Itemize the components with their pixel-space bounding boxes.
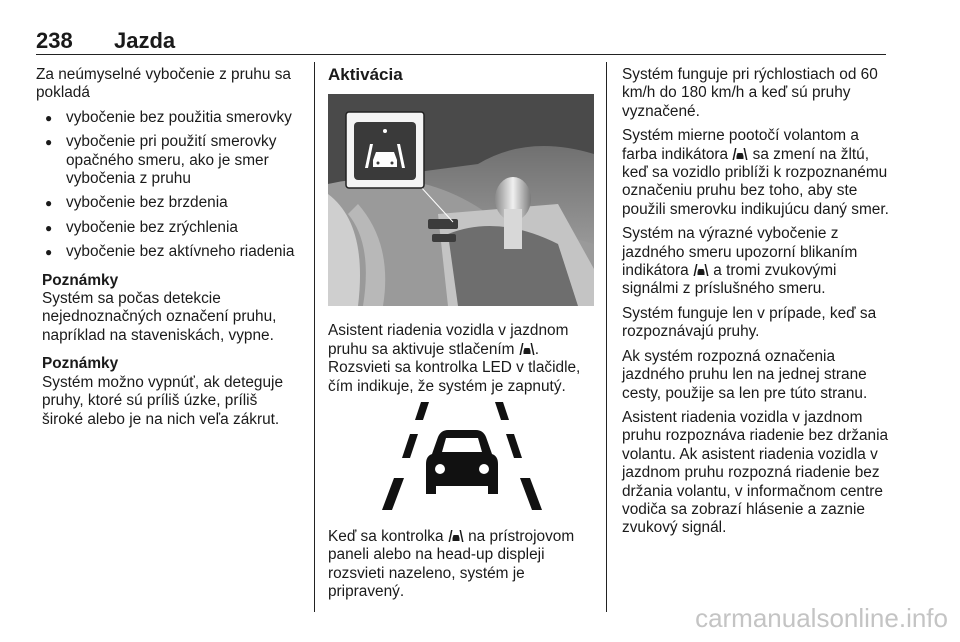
note-title: Poznámky	[42, 355, 119, 373]
list-item: ● vybočenie bez aktívneho riadenia	[36, 243, 302, 261]
indicator-paragraph: Keď sa kontrolka na prístrojovom paneli alebo na head-up displeji rozsvieti nazeleno, systém je pripravený.	[328, 528, 575, 601]
header-rule	[36, 54, 886, 55]
intro-text: Za neúmyselné vybočenie z pruhu sa pokladá	[36, 66, 291, 102]
watermark: carmanualsonline.info	[695, 603, 948, 633]
list-item: ● vybočenie bez brzdenia	[36, 194, 302, 212]
list-item: ● vybočenie bez zrýchlenia	[36, 219, 302, 237]
activation-paragraph: Asistent riadenia vozidla v jazdnom pruhu sa aktivuje stlačením . Rozsvieti sa kontrolka LED v tlačidle, čím indikuje, že systém je zapnutý.	[328, 322, 581, 395]
column-3	[622, 66, 890, 544]
lane-keep-assist-pictogram	[328, 402, 594, 514]
list-item: ● vybočenie bez použitia smerovky	[36, 109, 302, 127]
lane-keep-assist-icon	[693, 264, 709, 276]
lane-keep-assist-icon	[519, 343, 535, 355]
note-title: Poznámky	[42, 271, 119, 289]
note-text: Systém sa počas detekcie nejednoznačných označení pruhu, napríklad na staveniskách, vypne.	[42, 290, 277, 344]
column-divider-2	[606, 62, 607, 612]
bullet-list	[36, 109, 302, 262]
speed-paragraph: Systém funguje pri rýchlostiach od 60 km/h do 180 km/h a keď sú pruhy vyznačené.	[622, 66, 878, 120]
one-side-paragraph: Ak systém rozpozná označenia jazdného pruhu len na jednej strane cesty, použije sa len pre túto stranu.	[622, 347, 868, 402]
warning-paragraph: Systém na výrazné vybočenie z jazdného smeru upozorní blikaním indikátora a tromi zvukovými signálmi z príslušného smeru.	[622, 225, 858, 298]
page-header	[36, 28, 886, 52]
hands-off-paragraph: Asistent riadenia vozidla v jazdnom pruhu rozpoznáva riadenie bez držania volantu. Ak asistent riadenia vozidla v jazdnom pruhu rozpozná riadenie bez držania volantu, v informačnom centre vodiča sa zobrazí hlásenie a zaznie zvukový signál.	[622, 408, 889, 537]
column-2	[328, 66, 594, 608]
note-1	[42, 272, 302, 346]
column-divider-1	[314, 62, 315, 612]
lanes-paragraph: Systém funguje len v prípade, keď sa rozpoznávajú pruhy.	[622, 304, 877, 341]
steering-paragraph: Systém mierne pootočí volantom a farba indikátora sa zmení na žltú, keď sa vozidlo priblíži k rozpoznanému označeniu pruhu bez toho, aby ste použili smerovku indikujúcu daný smer.	[622, 127, 889, 218]
page-number: 238	[36, 28, 73, 53]
list-item: ● vybočenie pri použití smerovky opačného smeru, ako je smer vybočenia z pruhu	[36, 133, 302, 188]
dashboard-photo	[328, 94, 594, 306]
column-1	[36, 66, 302, 437]
activation-heading: Aktivácia	[328, 65, 403, 84]
lane-keep-assist-icon	[732, 148, 748, 160]
note-text: Systém možno vypnúť, ak deteguje pruhy, ktoré sú príliš úzke, príliš široké alebo je na nich veľa zákrut.	[42, 373, 284, 428]
lane-keep-assist-icon	[448, 530, 464, 542]
note-2	[42, 355, 302, 429]
section-title: Jazda	[114, 28, 176, 53]
